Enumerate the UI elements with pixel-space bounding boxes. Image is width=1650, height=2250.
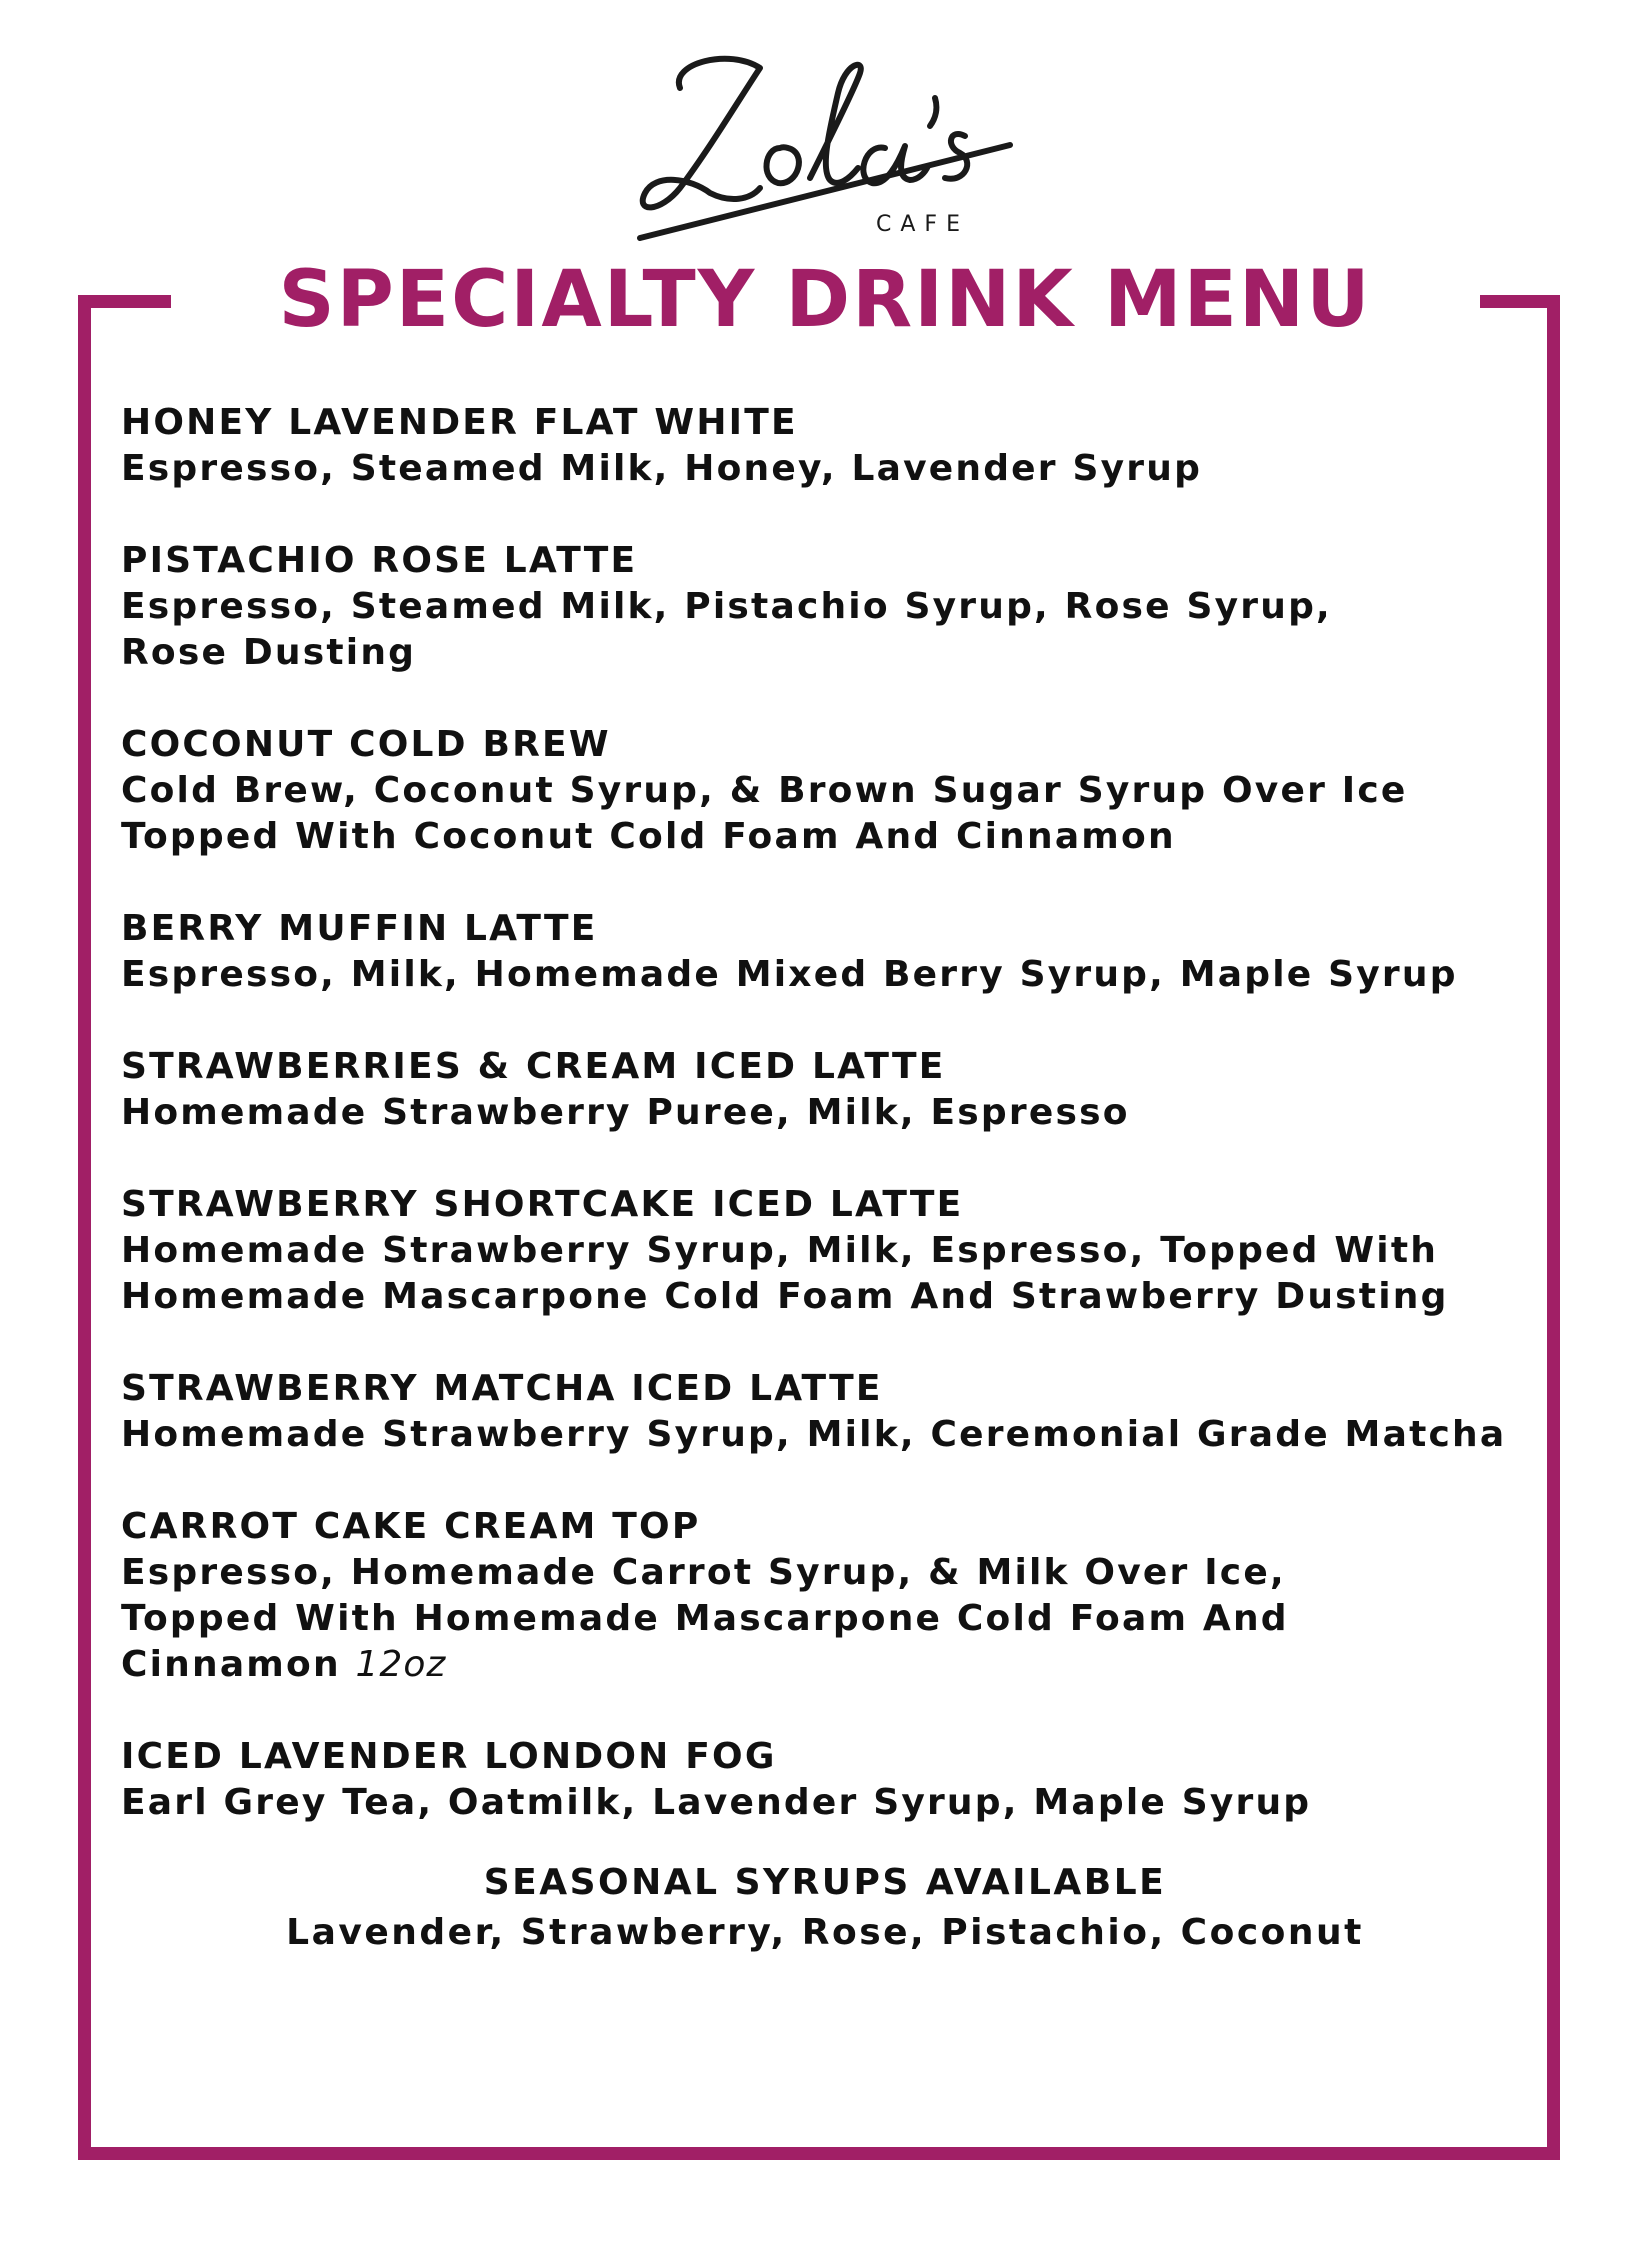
menu-item (121, 1182, 1521, 1320)
menu-item-name: PISTACHIO ROSE LATTE (121, 540, 638, 581)
menu-item-description: Homemade Strawberry Syrup, Milk, Ceremonial Grade Matcha (121, 1414, 1507, 1455)
menu-item-name: COCONUT COLD BREW (121, 724, 611, 765)
menu-item (121, 1044, 1521, 1136)
menu-item-name: HONEY LAVENDER FLAT WHITE (121, 402, 798, 443)
menu-item (121, 400, 1521, 492)
menu-item (121, 722, 1521, 860)
menu-item-description: Homemade Strawberry Syrup, Milk, Espresso, Topped With Homemade Mascarpone Cold Foam And Strawberry Dusting (121, 1230, 1449, 1317)
seasonal-syrups-section (0, 1858, 1650, 1958)
menu-item-size: 12oz (355, 1644, 447, 1685)
menu-item-description: Espresso, Milk, Homemade Mixed Berry Syrup, Maple Syrup (121, 954, 1458, 995)
menu-item-description (121, 1550, 1451, 1688)
menu-item-description: Earl Grey Tea, Oatmilk, Lavender Syrup, Maple Syrup (121, 1782, 1312, 1823)
menu-item (121, 1366, 1521, 1458)
menu-item-description: Homemade Strawberry Puree, Milk, Espresso (121, 1092, 1130, 1133)
menu-item-description-text: Espresso, Homemade Carrot Syrup, & Milk Over Ice, Topped With Homemade Mascarpone Cold Foam And Cinnamon (121, 1552, 1289, 1685)
drink-menu-list (121, 400, 1521, 1872)
menu-item-description: Cold Brew, Coconut Syrup, & Brown Sugar Syrup Over Ice Topped With Coconut Cold Foam And Cinnamon (121, 770, 1408, 857)
logo-subtitle: CAFE (876, 212, 969, 237)
menu-item (121, 538, 1521, 676)
page-title: SPECIALTY DRINK MENU (278, 255, 1372, 345)
seasonal-syrups-title: SEASONAL SYRUPS AVAILABLE (483, 1862, 1167, 1903)
menu-item-name: STRAWBERRY MATCHA ICED LATTE (121, 1368, 883, 1409)
seasonal-syrups-list: Lavender, Strawberry, Rose, Pistachio, Coconut (286, 1912, 1364, 1953)
menu-item-description: Espresso, Steamed Milk, Pistachio Syrup, Rose Syrup, Rose Dusting (121, 586, 1332, 673)
menu-item (121, 1734, 1521, 1826)
menu-item-name: STRAWBERRIES & CREAM ICED LATTE (121, 1046, 946, 1087)
menu-item-description: Espresso, Steamed Milk, Honey, Lavender Syrup (121, 448, 1203, 489)
menu-item-name: ICED LAVENDER LONDON FOG (121, 1736, 777, 1777)
menu-item-name: CARROT CAKE CREAM TOP (121, 1506, 701, 1547)
menu-item-name: BERRY MUFFIN LATTE (121, 908, 598, 949)
menu-item (121, 906, 1521, 998)
menu-item (121, 1504, 1521, 1688)
menu-item-name: STRAWBERRY SHORTCAKE ICED LATTE (121, 1184, 964, 1225)
